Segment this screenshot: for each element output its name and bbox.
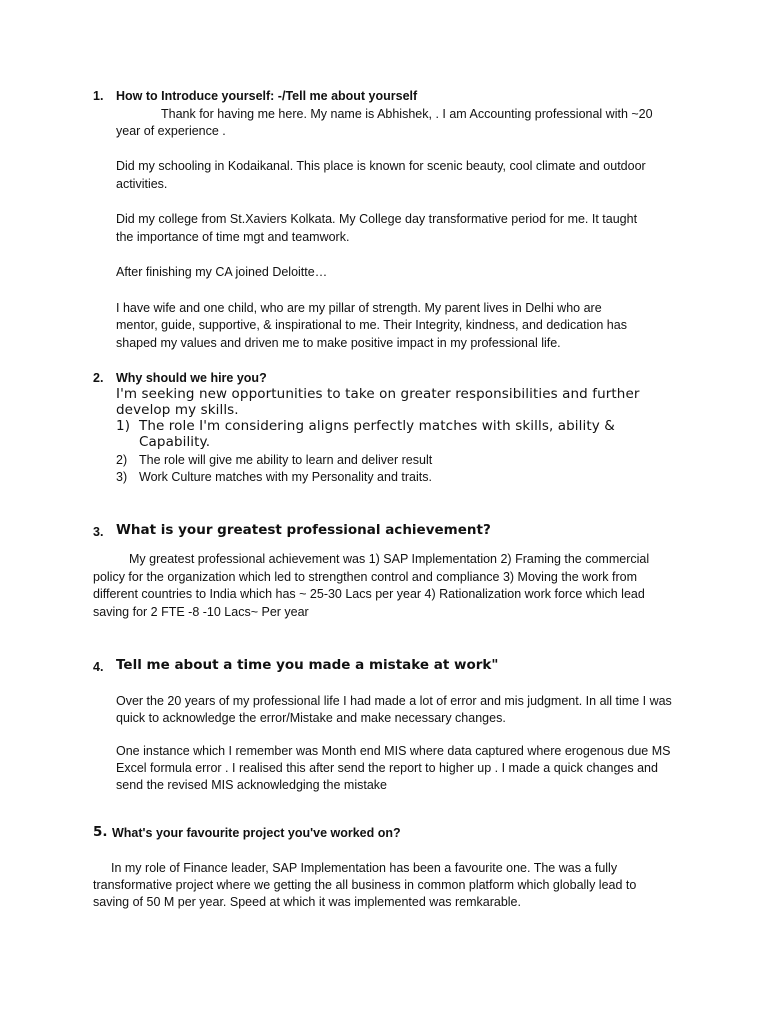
q1-text-line: I have wife and one child, who are my pillar of strength. My parent lives in Delhi who are <box>116 301 602 315</box>
q1-text-line: year of experience . <box>116 124 226 138</box>
q1-number: 1. <box>93 89 104 103</box>
q4-text-line: Excel formula error . I realised this after send the report to higher up . I made a quick changes and <box>116 761 658 775</box>
q5-heading: What's your favourite project you've worked on? <box>112 826 401 840</box>
q2-item-text: Capability. <box>139 434 211 450</box>
q3-heading: What is your greatest professional achievement? <box>116 522 491 538</box>
q1-text-line: activities. <box>116 177 168 191</box>
q1-text-line: shaped my values and driven me to make positive impact in my professional life. <box>116 336 561 350</box>
q4-number: 4. <box>93 660 104 674</box>
q3-text-line: policy for the organization which led to strengthen control and compliance 3) Moving the work from <box>93 570 638 584</box>
q2-intro-line: I'm seeking new opportunities to take on greater responsibilities and further <box>116 386 640 402</box>
q2-item-number: 2) <box>116 453 128 467</box>
q2-item-number: 1) <box>116 418 131 434</box>
q4-text-line: Over the 20 years of my professional life I had made a lot of error and mis judgment. In all time I was <box>116 694 672 708</box>
q1-text-line: mentor, guide, supportive, & inspirational to me. Their Integrity, kindness, and dedication has <box>116 318 627 332</box>
q1-text-line: After finishing my CA joined Deloitte… <box>116 265 328 279</box>
q5-number: 5. <box>93 824 108 840</box>
q3-number: 3. <box>93 525 104 539</box>
q1-text-line: the importance of time mgt and teamwork. <box>116 230 350 244</box>
q2-heading: Why should we hire you? <box>116 371 267 385</box>
q5-text-line: In my role of Finance leader, SAP Implementation has been a favourite one. The was a fully <box>111 861 618 875</box>
q4-text-line: send the revised MIS acknowledging the mistake <box>116 778 387 792</box>
q4-text-line: quick to acknowledge the error/Mistake and make necessary changes. <box>116 711 506 725</box>
q2-item-text: Work Culture matches with my Personality and traits. <box>139 470 432 484</box>
q4-heading: Tell me about a time you made a mistake at work" <box>116 657 499 673</box>
q1-heading: How to Introduce yourself: -/Tell me about yourself <box>116 89 418 103</box>
q2-intro-line: develop my skills. <box>116 402 239 418</box>
q3-text-line: different countries to India which has ~ 25-30 Lacs per year 4) Rationalization work force which lead <box>93 587 645 601</box>
q3-text-line: saving for 2 FTE -8 -10 Lacs~ Per year <box>93 605 309 619</box>
q5-text-line: transformative project where we getting the all business in common platform which globally lead to <box>93 878 637 892</box>
q2-number: 2. <box>93 371 104 385</box>
q1-text-line: Did my college from St.Xaviers Kolkata. My College day transformative period for me. It taught <box>116 212 638 226</box>
q5-text-line: saving of 50 M per year. Speed at which it was implemented was remkarable. <box>93 895 521 909</box>
q2-item-text: The role I'm considering aligns perfectly matches with skills, ability & <box>139 418 615 434</box>
q2-item-text: The role will give me ability to learn and deliver result <box>139 453 433 467</box>
q1-text-line: Thank for having me here. My name is Abhishek, . I am Accounting professional with ~20 <box>161 107 653 121</box>
q2-item-number: 3) <box>116 470 128 484</box>
q4-text-line: One instance which I remember was Month end MIS where data captured where erogenous due MS <box>116 744 671 758</box>
q1-text-line: Did my schooling in Kodaikanal. This place is known for scenic beauty, cool climate and outdoor <box>116 159 646 173</box>
q3-text-line: My greatest professional achievement was 1) SAP Implementation 2) Framing the commercial <box>129 552 650 566</box>
